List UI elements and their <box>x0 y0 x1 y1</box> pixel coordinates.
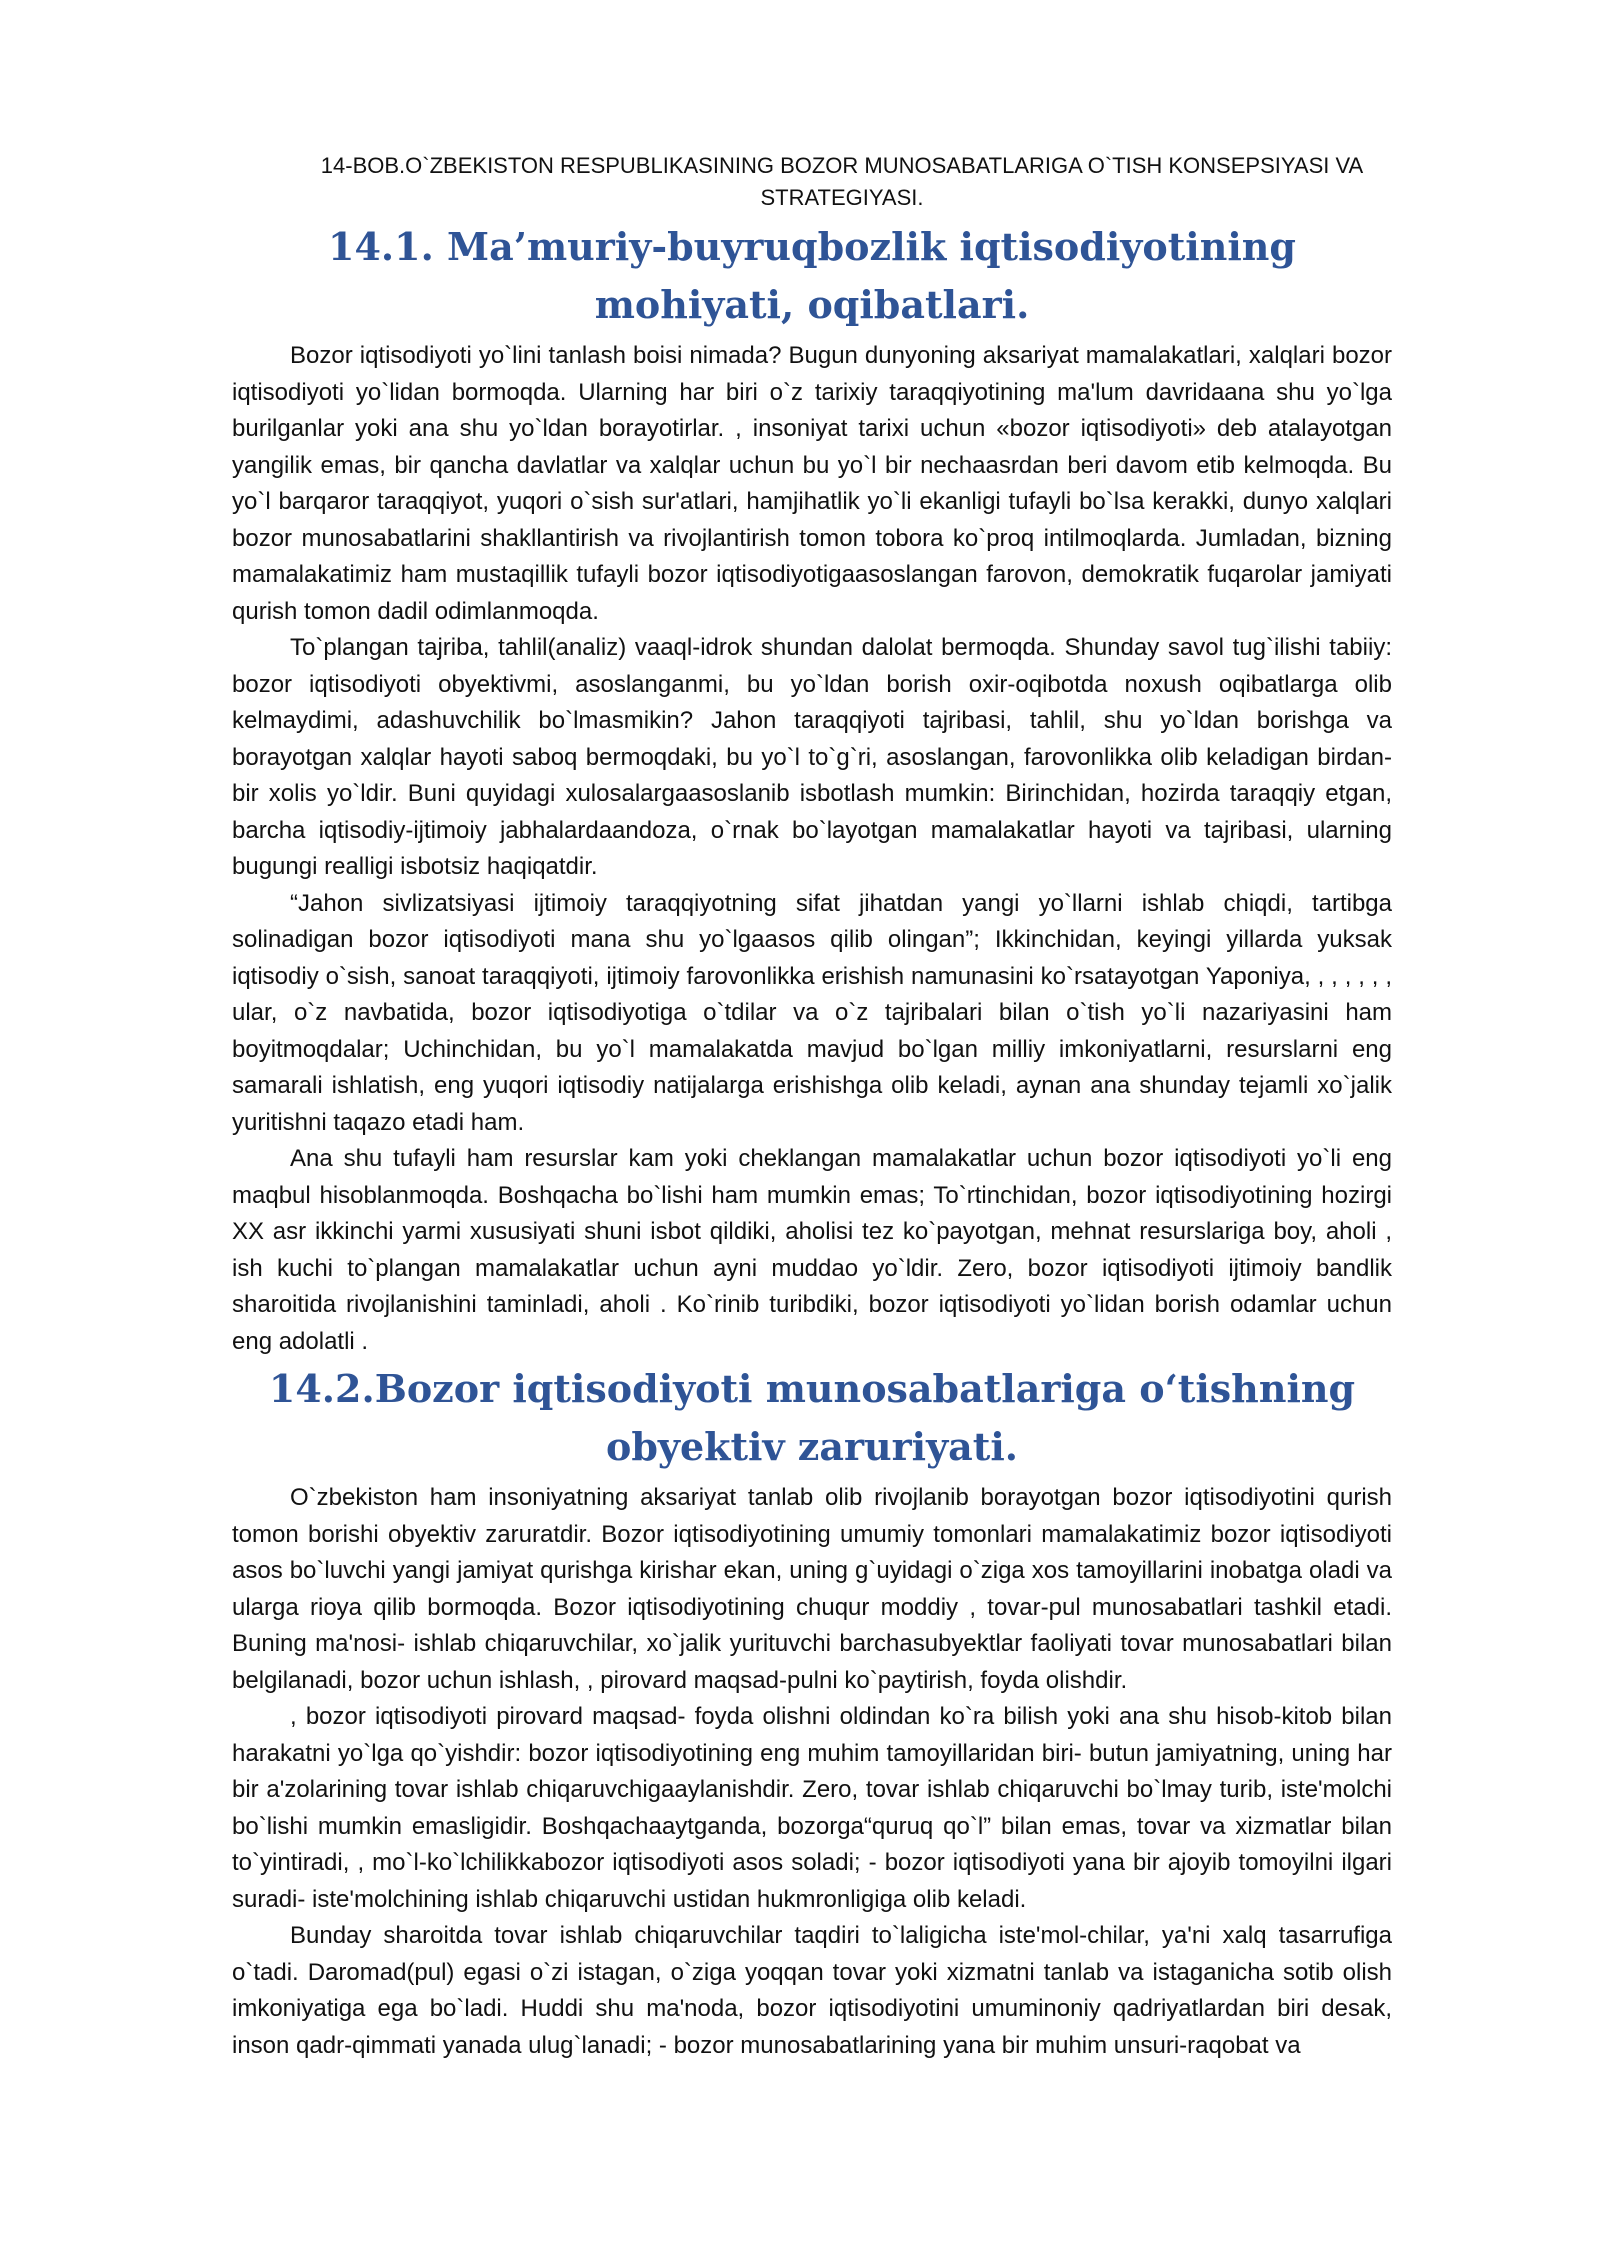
paragraph: To`plangan tajriba, tahlil(analiz) vaaql-idrok shundan dalolat bermoqda. Shunday savol tug`ilishi tabiiy: bozor iqtisodiyoti obyektivmi, asoslanganmi, bu yo`ldan borish oxir-oqibotda noxush oqibatlarga olib kelmaydimi, adashuvchilik bo`lmasmikin? Jahon taraqqiyoti tajribasi, tahlil, shu yo`ldan borishga va borayotgan xalqlar hayoti saboq bermoqdaki, bu yo`l to`g`ri, asoslangan, farovonlikka olib keladigan birdan-bir xolis yo`ldir. Buni quyidagi xulosalargaasoslanib isbotlash mumkin: Birinchidan, hozirda taraqqiy etgan, barcha iqtisodiy-ijtimoiy jabhalardaandoza, o`rnak bo`layotgan mamalakatlar hayoti va tajribasi, ularning bugungi realligi isbotsiz haqiqatdir. <box>232 634 1392 880</box>
paragraph: O`zbekiston ham insoniyatning aksariyat tanlab olib rivojlanib borayotgan bozor iqtisodiyotini qurish tomon borishi obyektiv zaruratdir. Bozor iqtisodiyotining umumiy tomonlari mamalakatimiz bozor iqtisodiyoti asos bo`luvchi yangi jamiyat qurishga kirishar ekan, uning g`uyidagi o`ziga xos tamoyillarini inobatga oladi va ularga rioya qilib bormoqda. Bozor iqtisodiyotining chuqur moddiy , tovar-pul munosabatlari tashkil etadi. Buning ma'nosi- ishlab chiqaruvchilar, xo`jalik yurituvchi barchasubyektlar faoliyati tovar munosabatlari bilan belgilanadi, bozor uchun ishlash, , pirovard maqsad-pulni ko`paytirish, foyda olishdir. <box>232 1484 1392 1694</box>
document-page <box>232 150 1392 2064</box>
paragraph: Ana shu tufayli ham resurslar kam yoki cheklangan mamalakatlar uchun bozor iqtisodiyoti yo`li eng maqbul hisoblanmoqda. Boshqacha bo`lishi ham mumkin emas; To`rtinchidan, bozor iqtisodiyotining hozirgi XX asr ikkinchi yarmi xususiyati shuni isbot qildiki, aholisi tez ko`payotgan, mehnat resurslariga boy, aholi , ish kuchi to`plangan mamalakatlar uchun ayni muddao yo`ldir. Zero, bozor iqtisodiyoti ijtimoiy bandlik sharoitida rivojlanishini taminladi, aholi . Ko`rinib turibdiki, bozor iqtisodiyoti yo`lidan borish odamlar uchun eng adolatli . <box>232 1145 1392 1355</box>
paragraph: “Jahon sivlizatsiyasi ijtimoiy taraqqiyotning sifat jihatdan yangi yo`llarni ishlab chiqdi, tartibga solinadigan bozor iqtisodiyoti mana shu yo`lgaasos qilib olingan”; Ikkinchidan, keyingi yillarda yuksak iqtisodiy o`sish, sanoat taraqqiyoti, ijtimoiy farovonlikka erishish namunasini ko`rsatayotgan Yaponiya, , , , , , , ular, o`z navbatida, bozor iqtisodiyotiga o`tdilar va o`z tajribalari bilan o`tish yo`li nazariyasini ham boyitmoqdalar; Uchinchidan, bu yo`l mamalakatda mavjud bo`lgan milliy imkoniyatlarni, resurslarni eng samarali ishlatish, eng yuqori iqtisodiy natijalarga erishishga olib keladi, aynan ana shunday tejamli xo`jalik yuritishni taqazo etadi ham. <box>232 889 1392 1136</box>
paragraph: Bunday sharoitda tovar ishlab chiqaruvchilar taqdiri to`laligicha iste'mol-chilar, ya'ni xalq tasarrufiga o`tadi. Daromad(pul) egasi o`zi istagan, o`ziga yoqqan tovar yoki xizmatni tanlab va istaganicha sotib olish imkoniyatiga ega bo`ladi. Huddi shu ma'noda, bozor iqtisodiyotini umuminoniy qadriyatlardan biri desak, inson qadr-qimmati yanada ulug`lanadi; - bozor munosabatlarining yana bir muhim unsuri-raqobat va <box>232 1922 1392 2059</box>
paragraph: Bozor iqtisodiyoti yo`lini tanlash boisi nimada? Bugun dunyoning aksariyat mamalakatlari, xalqlari bozor iqtisodiyoti yo`lidan bormoqda. Ularning har biri o`z tarixiy taraqqiyotining ma'lum davridaana shu yo`lga burilganlar yoki ana shu yo`ldan borayotirlar. , insoniyat tarixi uchun «bozor iqtisodiyoti» deb atalayotgan yangilik emas, bir qancha davlatlar va xalqlar uchun bu yo`l bir nechaasrdan beri davom etib kelmoqda. Bu yo`l barqaror taraqqiyot, yuqori o`sish sur'atlari, hamjihatlik yo`li ekanligi tufayli bo`lsa kerakki, dunyo xalqlari bozor munosabatlarini shakllantirish va rivojlantirish tomon tobora ko`proq intilmoqlarda. Jumladan, bizning mamalakatimiz ham mustaqillik tufayli bozor iqtisodiyotigaasoslangan farovon, demokratik fuqarolar jamiyati qurish tomon dadil odimlanmoqda. <box>232 342 1392 625</box>
chapter-title: 14-BOB.O`ZBEKISTON RESPUBLIKASINING BOZOR MUNOSABATLARIGA O`TISH KONSEPSIYASI VA STRATEGIYASI. <box>320 153 1364 210</box>
section-heading: 14.2.Bozor iqtisodiyoti munosabatlariga o‘tishning obyektiv zaruriyati. <box>268 1366 1356 1469</box>
section-heading: 14.1. Ma’muriy-buyruqbozlik iqtisodiyotining mohiyati, oqibatlari. <box>328 224 1296 327</box>
paragraph: , bozor iqtisodiyoti pirovard maqsad- foyda olishni oldindan ko`ra bilish yoki ana shu hisob-kitob bilan harakatni yo`lga qo`yishdir: bozor iqtisodiyotining eng muhim tamoyillaridan biri- butun jamiyatning, uning har bir a'zolarining tovar ishlab chiqaruvchigaaylanishdir. Zero, tovar ishlab chiqaruvchi bo`lmay turib, iste'molchi bo`lishi mumkin emasligidir. Boshqachaaytganda, bozorga“quruq qo`l” bilan emas, tovar va xizmatlar bilan to`yintiradi, , mo`l-ko`lchilikkabozor iqtisodiyoti asos soladi; - bozor iqtisodiyoti yana bir ajoyib tomoyilni ilgari suradi- iste'molchining ishlab chiqaruvchi ustidan hukmronligiga olib keladi. <box>232 1703 1392 1913</box>
